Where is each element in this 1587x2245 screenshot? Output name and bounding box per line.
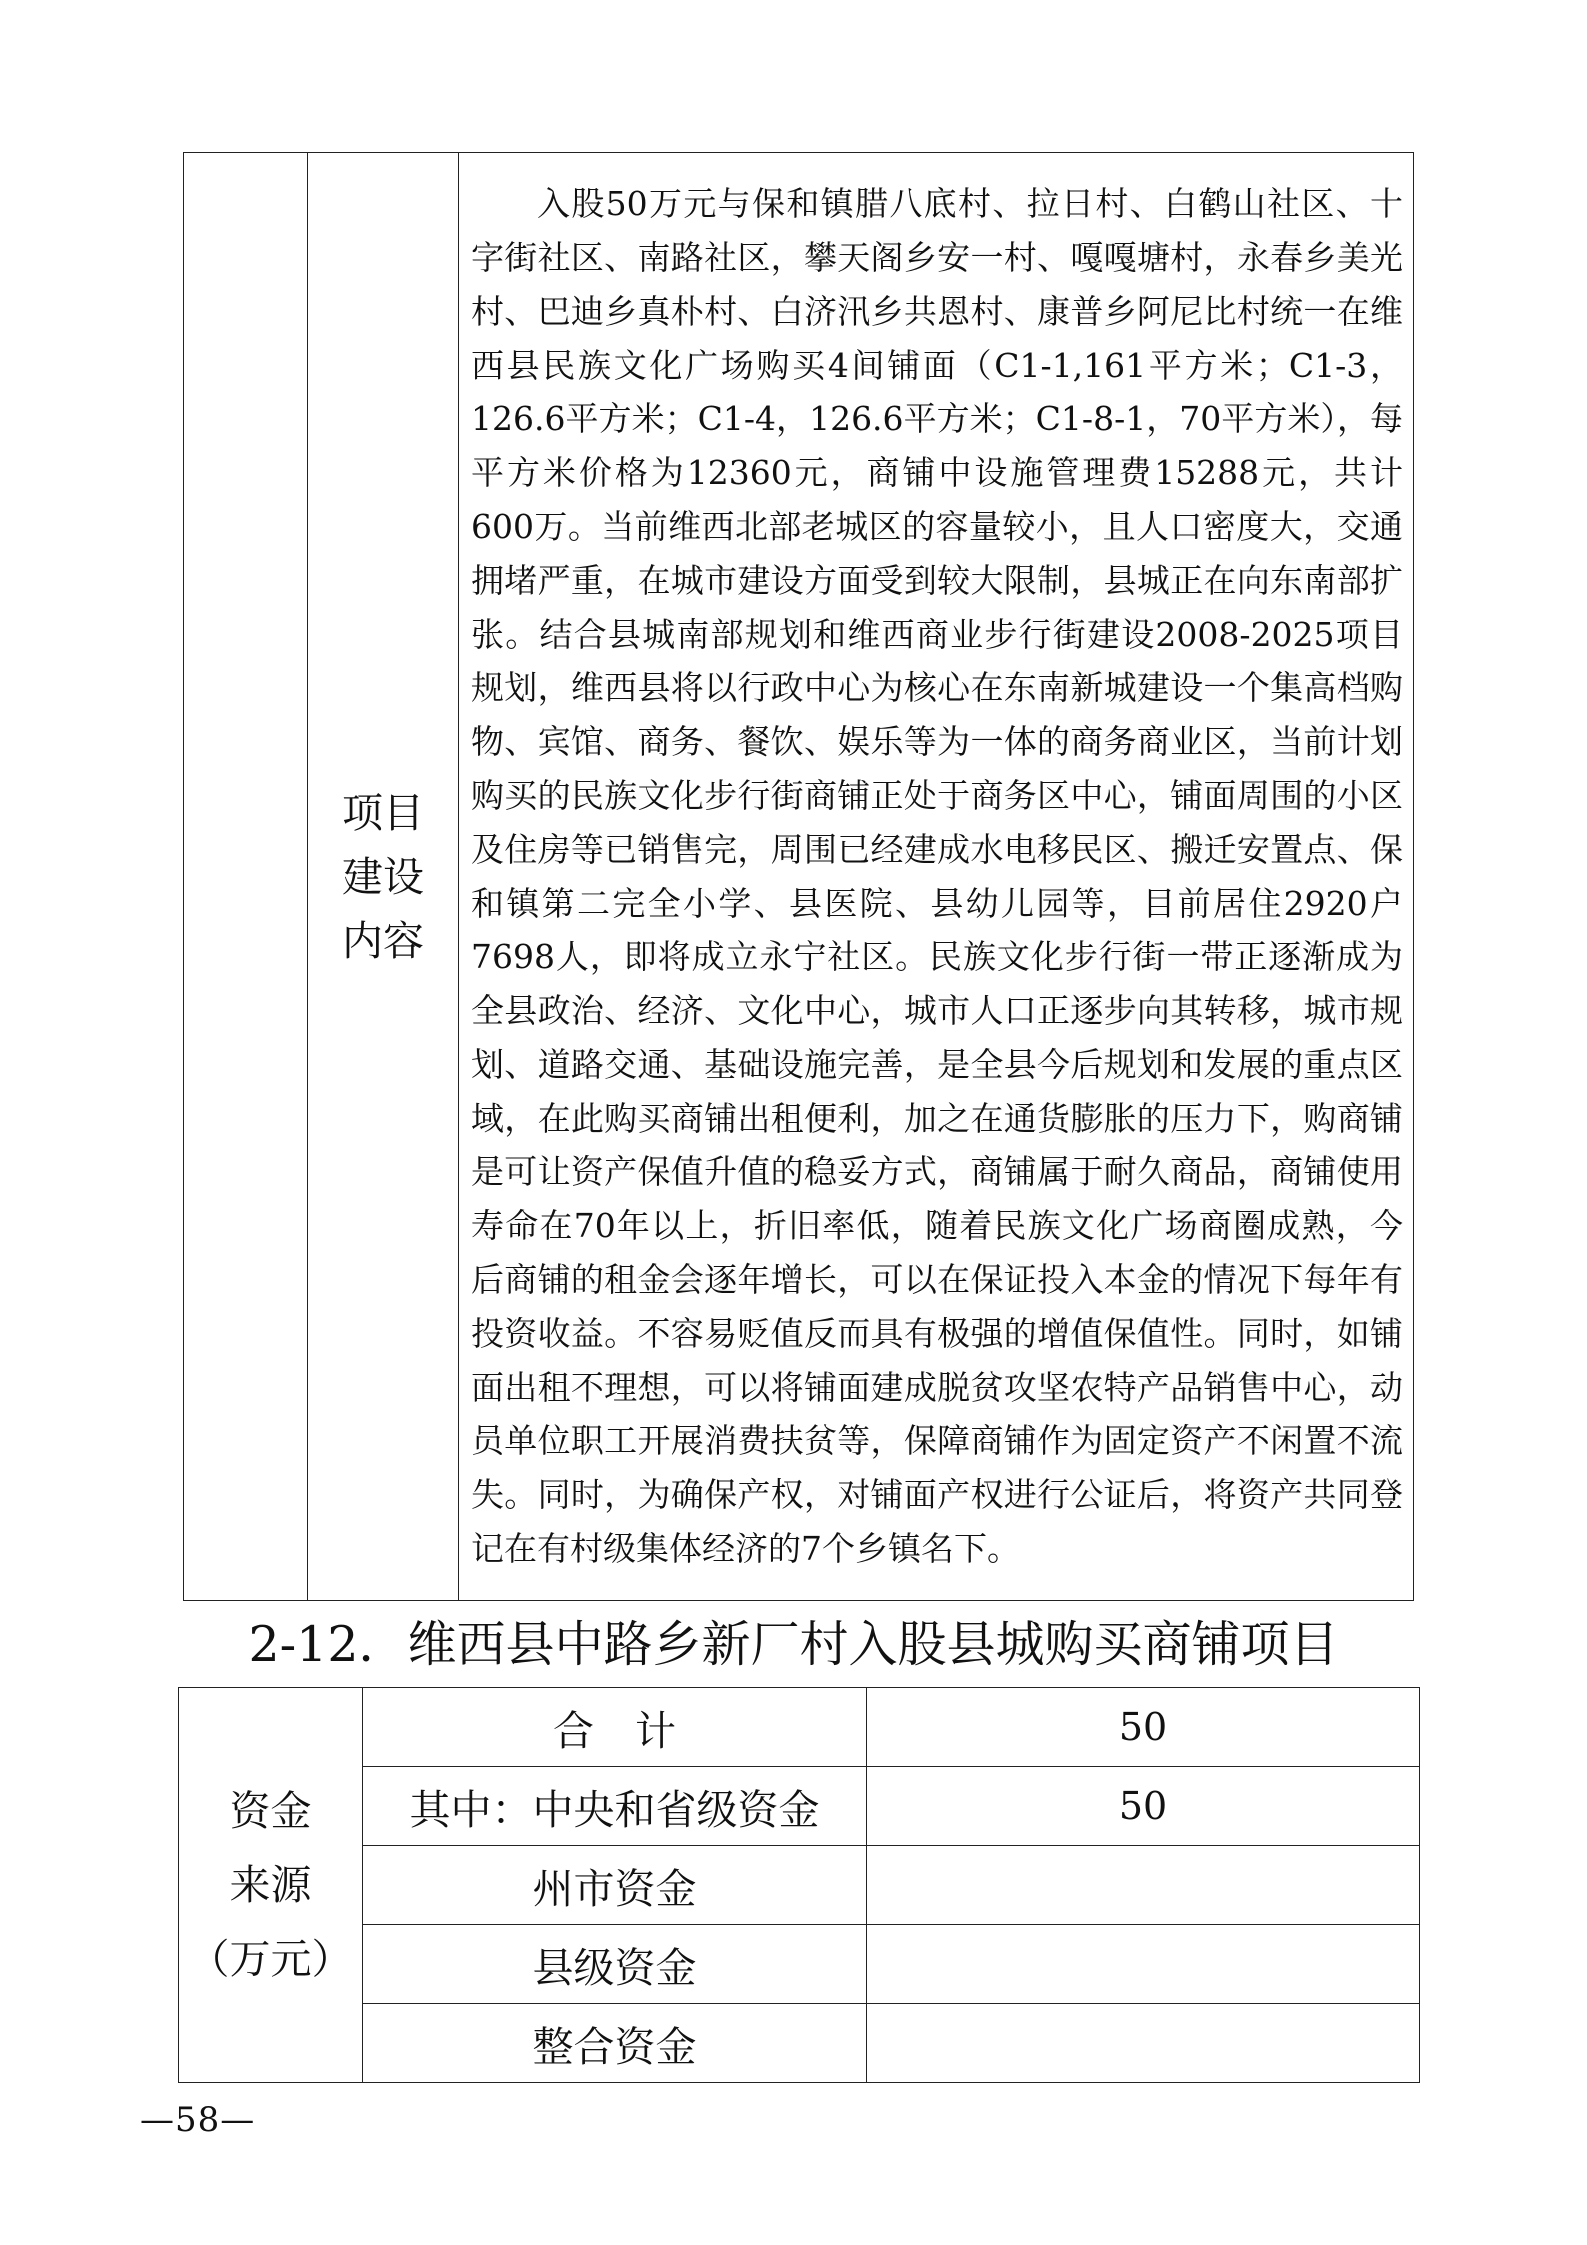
row-label-prefecture: 州市资金 xyxy=(363,1846,867,1925)
project-content-label xyxy=(308,153,459,1601)
row-label-county: 县级资金 xyxy=(363,1925,867,2004)
row-label-central-provincial: 其中：中央和省级资金 xyxy=(363,1767,867,1846)
label-line: （万元） xyxy=(188,1935,353,1983)
label-line: 内容 xyxy=(342,916,424,965)
row-value-county xyxy=(867,1925,1420,2004)
row-label-total: 合 计 xyxy=(363,1688,867,1767)
row-label-integrated: 整合资金 xyxy=(363,2004,867,2083)
row-value-prefecture xyxy=(867,1846,1420,1925)
empty-column-cell xyxy=(184,153,308,1601)
row-value-integrated xyxy=(867,2004,1420,2083)
funding-source-table xyxy=(178,1687,1420,2083)
project-content-cell xyxy=(459,153,1414,1601)
section-title: 2-12．维西县中路乡新厂村入股县城购买商铺项目 xyxy=(248,1616,1339,1673)
project-content-table xyxy=(183,152,1414,1601)
funding-source-label xyxy=(179,1688,363,2083)
label-line: 建设 xyxy=(342,852,424,901)
row-value-total: 50 xyxy=(867,1688,1420,1767)
page-number: —58— xyxy=(140,2100,256,2140)
project-content-text: 入股50万元与保和镇腊八底村、拉日村、白鹤山社区、十字街社区、南路社区，攀天阁乡安一村、嘎嘎塘村，永春乡美光村、巴迪乡真朴村、白济汛乡共恩村、康普乡阿尼比村统一在维西县民族文化广场购买4间铺面（C1-1,161平方米；C1-3，126.6平方米；C1-4，126.6平方米；C1-8-1，70平方米），每平方米价格为12360元，商铺中设施管理费15288元，共计600万。当前维西北部老城区的容量较小，且人口密度大，交通拥堵严重，在城市建设方面受到较大限制，县城正在向东南部扩张。结合县城南部规划和维西商业步行街建设2008-2025项目规划，维西县将以行政中心为核心在东南新城建设一个集高档购物、宾馆、商务、餐饮、娱乐等为一体的商务商业区，当前计划购买的民族文化步行街商铺正处于商务区中心，铺面周围的小区及住房等已销售完，周围已经建成水电移民区、搬迁安置点、保和镇第二完全小学、县医院、县幼儿园等，目前居住2920户7698人，即将成立永宁社区。民族文化步行街一带正逐渐成为全县政治、经济、文化中心，城市人口正逐步向其转移，城市规划、道路交通、基础设施完善，是全县今后规划和发展的重点区域，在此购买商铺出租便利，加之在通货膨胀的压力下，购商铺是可让资产保值升值的稳妥方式，商铺属于耐久商品，商铺使用寿命在70年以上，折旧率低，随着民族文化广场商圈成熟，今后商铺的租金会逐年增长，可以在保证投入本金的情况下每年有投资收益。不容易贬值反而具有极强的增值保值性。同时，如铺面出租不理想，可以将铺面建成脱贫攻坚农特产品销售中心，动员单位职工开展消费扶贫等，保障商铺作为固定资产不闲置不流失。同时，为确保产权，对铺面产权进行公证后，将资产共同登记在有村级集体经济的7个乡镇名下。 xyxy=(471,184,1403,1569)
label-line: 来源 xyxy=(229,1861,312,1909)
label-line: 项目 xyxy=(342,788,424,837)
label-line: 资金 xyxy=(229,1787,312,1835)
row-value-central-provincial: 50 xyxy=(867,1767,1420,1846)
